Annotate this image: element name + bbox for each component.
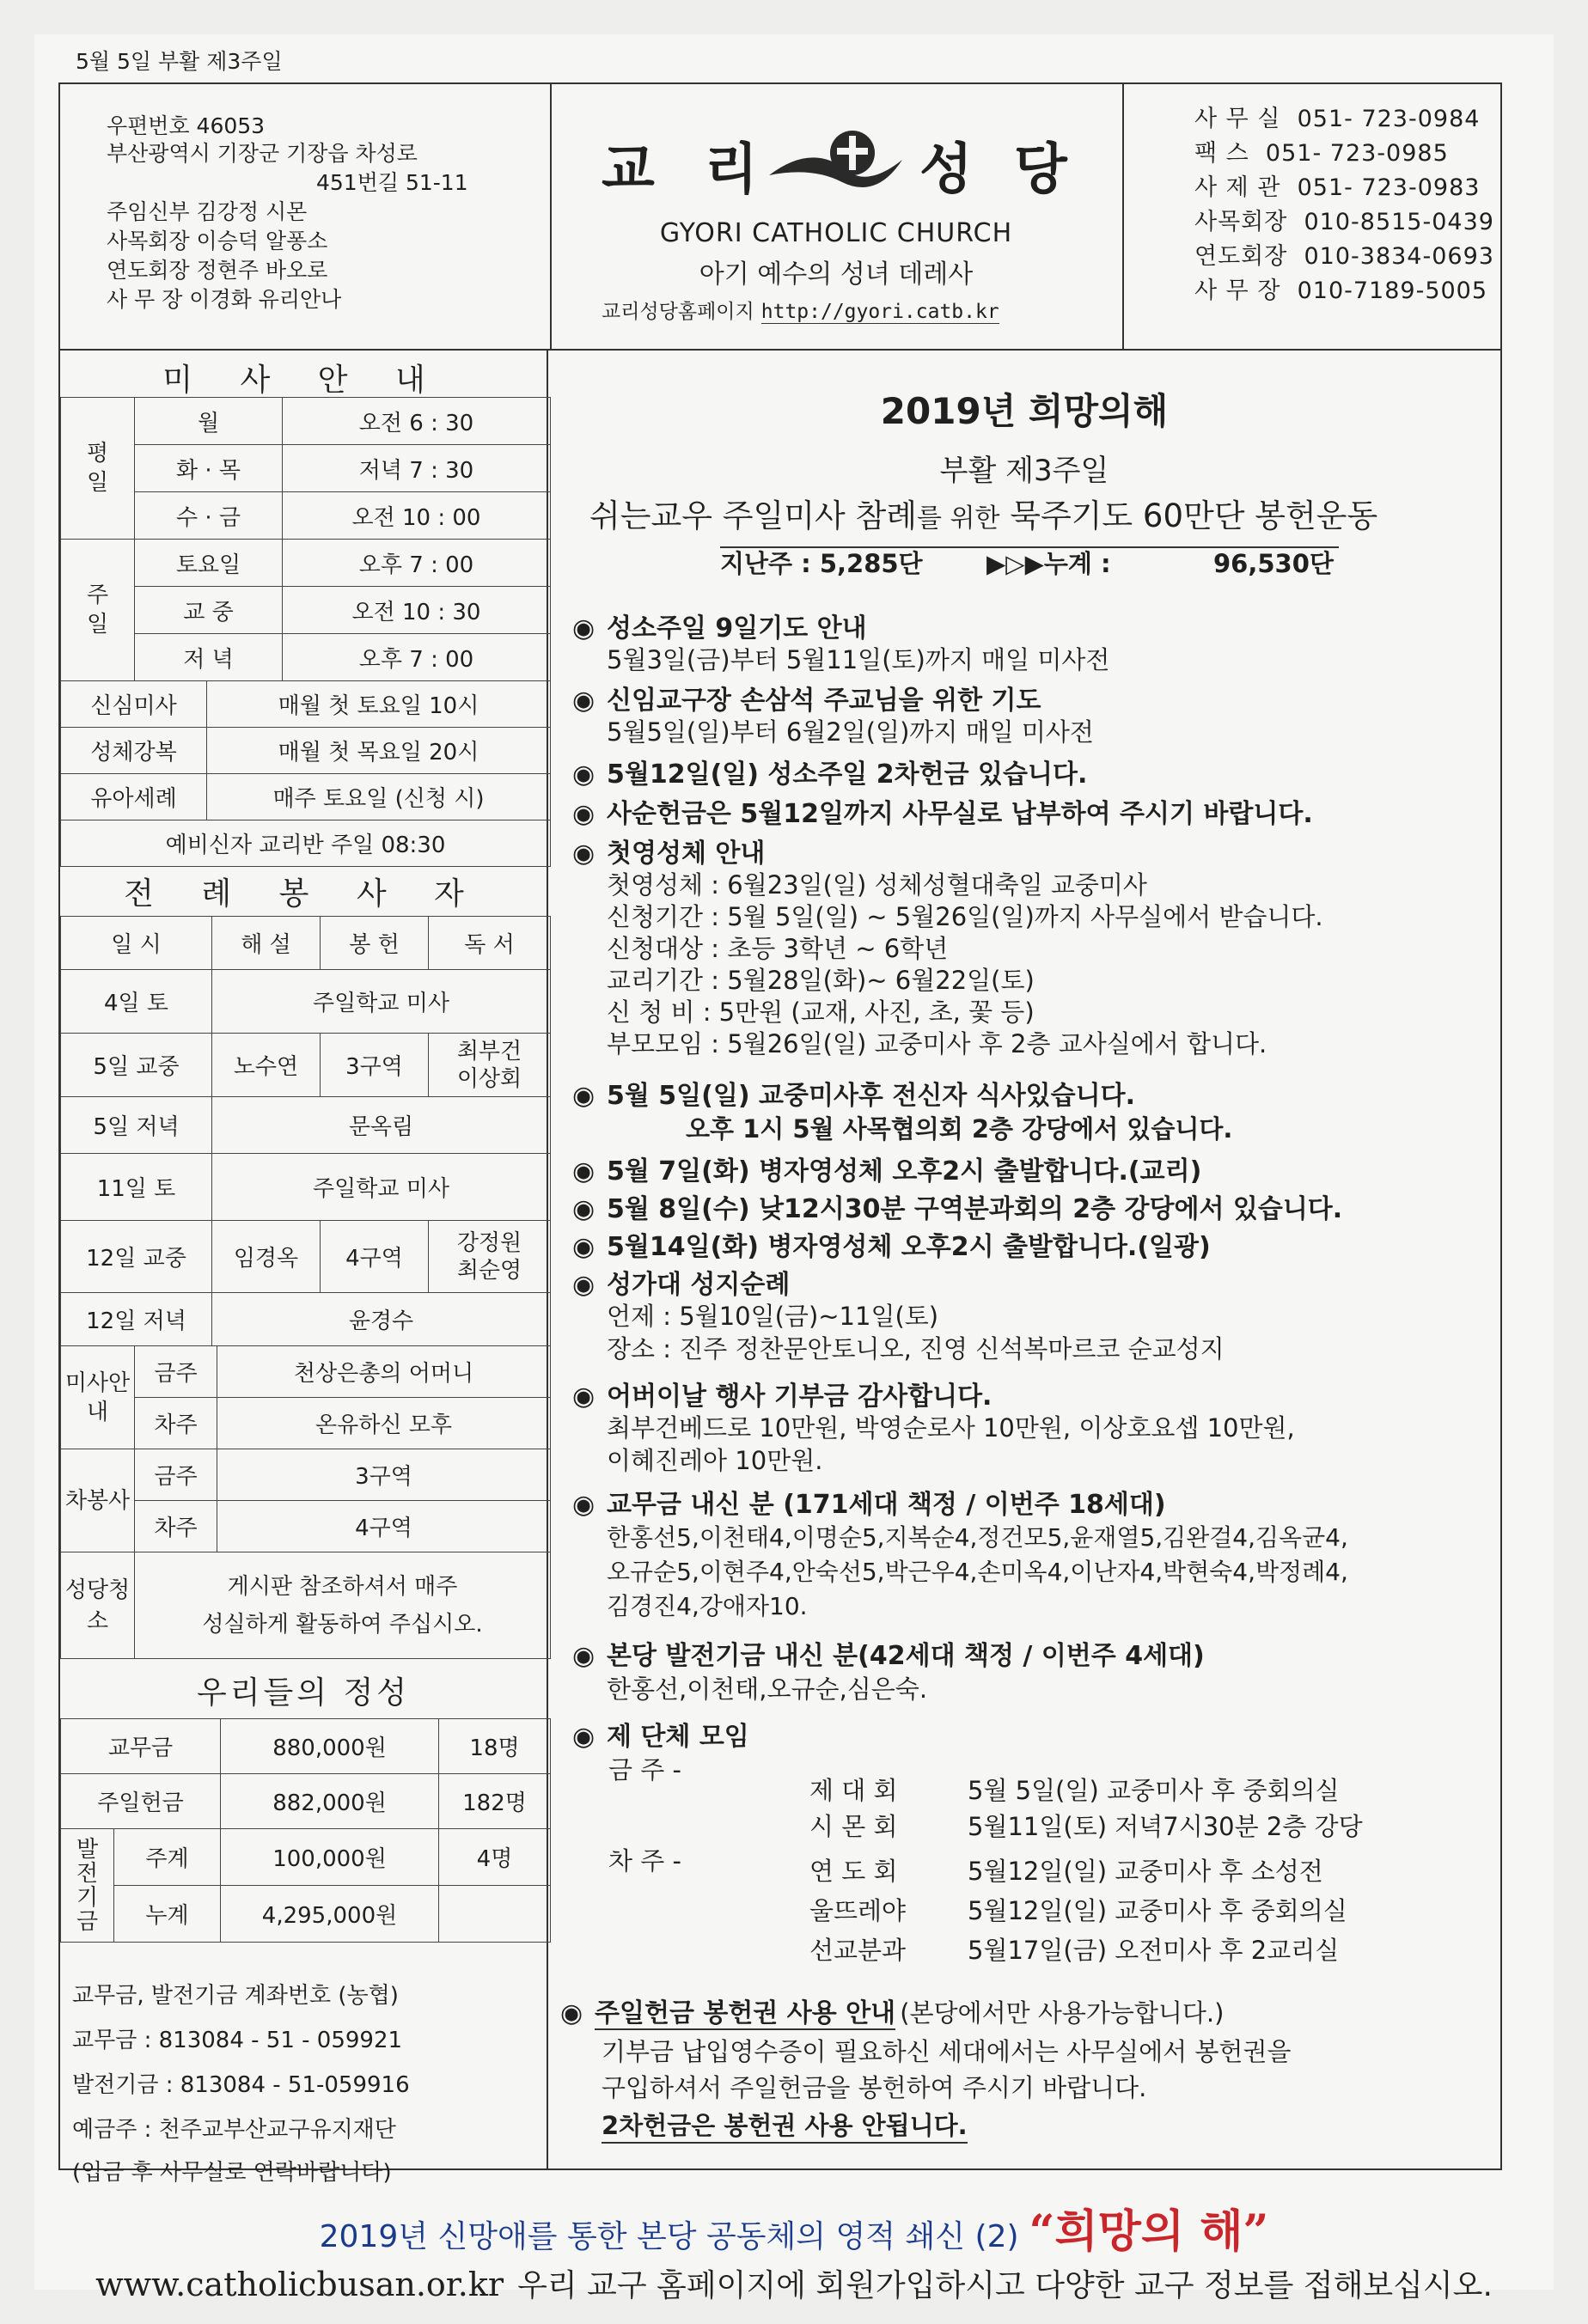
- servers-title: 전 례 봉 사 자: [124, 876, 483, 912]
- diocese-url[interactable]: www.catholicbusan.or.kr: [95, 2266, 504, 2303]
- contact-rectory: 사 제 관 051- 723-0983: [1194, 174, 1481, 201]
- contact-manager: 사 무 장 010-7189-5005: [1194, 278, 1488, 304]
- notice-parish-dues: ◉ 교무금 내신 분 (171세대 책정 / 이번주 18세대): [572, 1490, 1166, 1520]
- priest: 주임신부 김강정 시몬: [107, 199, 308, 224]
- rosary-count: 지난주 : 5,285단 ▶▷▶누계 : 96,530단: [720, 545, 1339, 548]
- notice-second-collection: ◉ 5월12일(일) 성소주일 2차헌금 있습니다.: [572, 759, 1088, 790]
- contact-union: 연도회장 010-3834-0693: [1194, 243, 1494, 270]
- contact-fax: 팩 스 051- 723-0985: [1194, 140, 1449, 167]
- header-box: [58, 82, 1502, 351]
- church-name-english: GYORI CATHOLIC CHURCH: [659, 218, 1013, 248]
- sunday-label: 주일: [61, 540, 135, 681]
- catechumen-class: 예비신자 교리반 주일 08:30: [61, 820, 551, 867]
- header-contacts: [1122, 84, 1500, 349]
- offering-title: 우리들의 정성: [196, 1675, 411, 1711]
- footer-diocese: www.catholicbusan.or.kr 우리 교구 홈페이지에 회원가입하시고 다양한 교구 정보를 접해보십시오.: [95, 2266, 1493, 2303]
- notice-sick-communion-1: ◉ 5월 7일(화) 병자영성체 오후2시 출발합니다.(교리): [572, 1156, 1202, 1186]
- mass-title: 미 사 안 내: [162, 363, 444, 398]
- notice-district-meeting: ◉ 5월 8일(수) 낮12시30분 구역분과회의 2층 강당에서 있습니다.: [572, 1194, 1343, 1224]
- left-column: 미 사 안 내 평일 월 오전 6 : 30 화 · 목 저녁 7 : 30 수 · 금 오전 10 : 00 주일 토요일 오후 7 : 00 교 중 오전 10 : 30 저 녁 오후 7 : 00 신심미사 매월 첫 토요일 10시 성체강복 매월 첫 목요일 20시 유아세례 매주 토요일 (신청 시) 예비신자 교리반 주일 08:30 전 례 봉 사 자 일 시 해 설 봉 헌 독 서 4일 토 주일학교 미사 5일 교중 노수연 3구역 최부건 이상회 5일 저녁 문옥림 11일 토 주일학교 미사 12일 교중 임경옥 4구역 강정원 최순영 12일 저녁 윤경수 미사안내 금주 천상은총의 어머니 차주 온유하신 모후 차봉사 금주 3구역 차주 4구역 성당청소 게시판 참조하셔서 매주 성실하게 활동하여 주십시오. 우리들의 정성 교무금 880,000원 18명 주일헌금 882,000원 182명 발전기금 주계 100,000원 4명 누계 4,295,000원 교무금, 발전기금 계좌번호 (농협) 교무금 : 813084 - 51 - 059921 발전기금 : 813084 - 51-059916 예금주 : 천주교부산교구유지재단 (입금 후 사무실로 연락바랍니다): [58, 351, 548, 2170]
- rosary-movement: 쉬는교우 주일미사 참례를 위한 묵주기도 60만단 봉헌운동: [589, 497, 1378, 534]
- footer-slogan: 2019년 신망애를 통한 본당 공동체의 영적 쇄신 (2) “희망의 해”: [319, 2205, 1269, 2258]
- sunday-title: 부활 제3주일: [939, 454, 1109, 488]
- church-patron: 아기 예수의 성녀 데레사: [699, 259, 974, 290]
- notice-first-communion: ◉ 첫영성체 안내: [572, 839, 766, 869]
- cross-wave-emblem-icon: [765, 125, 911, 203]
- notice-sick-communion-2: ◉ 5월14일(화) 병자영성체 오후2시 출발합니다.(일광): [572, 1232, 1211, 1262]
- contact-pastoral: 사목회장 010-8515-0439: [1194, 209, 1494, 235]
- weekday-label: 평일: [61, 398, 135, 540]
- postal-code: 우편번호 46053: [107, 113, 266, 138]
- contact-office: 사 무 실 051- 723-0984: [1194, 106, 1481, 132]
- mass-schedule-table: 평일 월 오전 6 : 30 화 · 목 저녁 7 : 30 수 · 금 오전 10 : 00 주일 토요일 오후 7 : 00 교 중 오전 10 : 30 저 녁 오후 7 : 00: [60, 397, 551, 681]
- issue-date: 5월 5일 부활 제3주일: [76, 49, 283, 74]
- special-mass-table: 신심미사 매월 첫 토요일 10시 성체강복 매월 첫 목요일 20시 유아세례 매주 토요일 (신청 시) 예비신자 교리반 주일 08:30: [60, 680, 551, 867]
- homepage-link[interactable]: http://gyori.catb.kr: [760, 301, 999, 323]
- notice-bishop-prayer: ◉ 신임교구장 손삼석 주교님을 위한 기도: [572, 686, 1041, 716]
- hope-year-slogan: “희망의 해”: [1029, 2205, 1269, 2258]
- union-president: 연도회장 정현주 바오로: [107, 258, 328, 283]
- notice-offering-ticket: ◉ 주일헌금 봉헌권 사용 안내 (본당에서만 사용가능합니다.): [560, 1998, 1225, 2028]
- address-line-1: 부산광역시 기장군 기장읍 차성로: [107, 141, 418, 166]
- guide-tea-table: 미사안내 금주 천상은총의 어머니 차주 온유하신 모후 차봉사 금주 3구역 차주 4구역 성당청소 게시판 참조하셔서 매주 성실하게 활동하여 주십시오.: [60, 1345, 551, 1659]
- notice-group-meetings: ◉ 제 단체 모임: [572, 1722, 749, 1752]
- church-logo: 교 리 성 당: [602, 125, 1083, 211]
- notice-development-fund: ◉ 본당 발전기금 내신 분(42세대 책정 / 이번주 4세대): [572, 1641, 1205, 1671]
- servers-table: 일 시 해 설 봉 헌 독 서 4일 토 주일학교 미사 5일 교중 노수연 3구역 최부건 이상회 5일 저녁 문옥림 11일 토 주일학교 미사 12일 교중 임경옥 4구역 강정원 최순영 12일 저녁 윤경수: [60, 916, 551, 1346]
- notice-choir-pilgrimage: ◉ 성가대 성지순례: [572, 1270, 791, 1300]
- year-title: 2019년 희망의해: [880, 390, 1169, 432]
- header-church: [550, 84, 1124, 349]
- notice-lent-offering: ◉ 사순헌금은 5월12일까지 사무실로 납부하여 주시기 바랍니다.: [572, 799, 1313, 829]
- pastoral-president: 사목회장 이승덕 알퐁소: [107, 229, 328, 253]
- notice-vocation-novena: ◉ 성소주일 9일기도 안내: [572, 613, 867, 644]
- header-address: [60, 84, 552, 349]
- offering-table: 교무금 880,000원 18명 주일헌금 882,000원 182명 발전기금 주계 100,000원 4명 누계 4,295,000원: [60, 1718, 551, 1943]
- right-column: 2019년 희망의해 부활 제3주일 쉬는교우 주일미사 참례를 위한 묵주기도 60만단 봉헌운동 지난주 : 5,285단 ▶▷▶누계 : 96,530단 ◉ 성소주일 9일기도 안내 5월3일(금)부터 5월11일(토)까지 매일 미사전 ◉ 신임교구장 손삼석 주교님을 위한 기도 5월5일(일)부터 6월2일(일)까지 매일 미사전 ◉ 5월12일(일) 성소주일 2차헌금 있습니다. ◉ 사순헌금은 5월12일까지 사무실로 납부하여 주시기 바랍니다. ◉ 첫영성체 안내 첫영성체 : 6월23일(일) 성체성혈대축일 교중미사 신청기간 : 5월 5일(일) ~ 5월26일(일)까지 사무실에서 받습니다. 신청대상 : 초등 3학년 ~ 6학년 교리기간 : 5월28일(화)~ 6월22일(토) 신 청 비 : 5만원 (교재, 사진, 초, 꽃 등) 부모모임 : 5월26일(일) 교중미사 후 2층 교사실에서 합니다. ◉ 5월 5일(일) 교중미사후 전신자 식사있습니다. 오후 1시 5월 사목협의회 2층 강당에서 있습니다. ◉ 5월 7일(화) 병자영성체 오후2시 출발합니다.(교리) ◉ 5월 8일(수) 낮12시30분 구역분과회의 2층 강당에서 있습니다. ◉ 5월14일(화) 병자영성체 오후2시 출발합니다.(일광) ◉ 성가대 성지순례 언제 : 5월10일(금)~11일(토) 장소 : 진주 정찬문안토니오, 진영 신석복마르코 순교성지 ◉ 어버이날 행사 기부금 감사합니다. 최부건베드로 10만원, 박영순로사 10만원, 이상호요셉 10만원, 이혜진레아 10만원. ◉ 교무금 내신 분 (171세대 책정 / 이번주 18세대) 한홍선5,이천태4,이명순5,지복순4,정건모5,윤재열5,김완걸4,김옥균4, 오규순5,이현주4,안숙선5,박근우4,손미옥4,이난자4,박현숙4,박정례4, 김경진4,강애자10. ◉ 본당 발전기금 내신 분(42세대 책정 / 이번주 4세대) 한홍선,이천태,오규순,심은숙. ◉ 제 단체 모임 금 주 - 제 대 회 5월 5일(일) 교중미사 후 중회의실 시 몬 회 5월11일(토) 저녁7시30분 2층 강당 차 주 - 연 도 회 5월12일(일) 교중미사 후 소성전 울뜨레야 5월12일(일) 교중미사 후 중회의실 선교분과 5월17일(금) 오전미사 후 2교리실 ◉ 주일헌금 봉헌권 사용 안내 (본당에서만 사용가능합니다.) 기부금 납입영수증이 필요하신 세대에서는 사무실에서 봉헌권을 구입하셔서 주일헌금을 봉헌하여 주시기 바랍니다. 2차헌금은 봉헌권 사용 안됩니다.: [548, 351, 1502, 2170]
- notice-meal: ◉ 5월 5일(일) 교중미사후 전신자 식사있습니다.: [572, 1081, 1136, 1111]
- homepage: 교리성당홈페이지 http://gyori.catb.kr: [602, 301, 999, 323]
- address-line-2: 451번길 51-11: [316, 170, 468, 195]
- notice-parents-day: ◉ 어버이날 행사 기부금 감사합니다.: [572, 1382, 992, 1412]
- office-manager: 사 무 장 이경화 유리안나: [107, 287, 342, 312]
